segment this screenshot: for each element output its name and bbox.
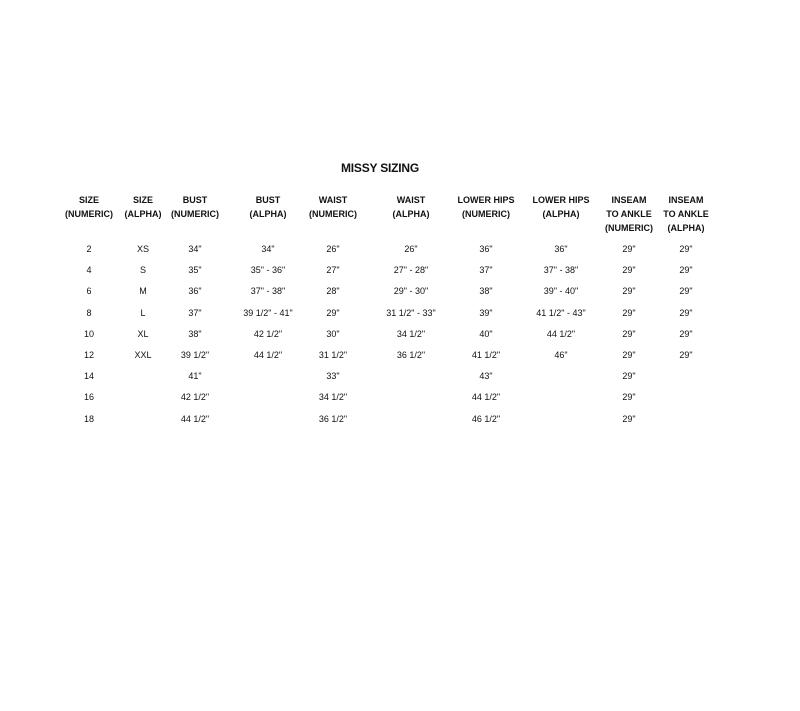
table-cell-waist-alpha: 31 1/2" - 33" <box>386 307 436 318</box>
table-cell-size-numeric: 16 <box>83 392 95 403</box>
table-cell-inseam-numeric: 29" <box>622 350 636 360</box>
table-cell-size-alpha: XL <box>137 328 149 339</box>
table-row <box>0 391 800 407</box>
table-cell-lower-hips-numeric: 36" <box>479 244 493 254</box>
table-cell-lower-hips-alpha: 39" - 40" <box>543 286 579 297</box>
table-cell-bust-numeric: 41" <box>188 371 202 382</box>
table-cell-lower-hips-numeric: 46 1/2" <box>471 413 501 424</box>
page-title: MISSY SIZING <box>340 161 420 175</box>
table-cell-waist-numeric: 34 1/2" <box>318 392 348 403</box>
table-cell-bust-alpha: 34" <box>261 244 275 254</box>
table-cell-bust-numeric: 35" <box>188 265 202 276</box>
table-cell-bust-numeric: 34" <box>188 244 202 254</box>
table-cell-bust-numeric: 44 1/2" <box>180 413 210 424</box>
table-cell-lower-hips-numeric: 39" <box>479 307 493 318</box>
table-row <box>0 370 800 386</box>
table-cell-waist-numeric: 33" <box>326 371 340 382</box>
table-cell-waist-numeric: 31 1/2" <box>318 350 348 360</box>
table-cell-size-numeric: 2 <box>86 244 92 254</box>
table-cell-inseam-numeric: 29" <box>622 307 636 318</box>
table-row <box>0 413 800 429</box>
table-cell-size-numeric: 14 <box>83 371 95 382</box>
table-row <box>0 349 800 365</box>
table-cell-bust-alpha: 35" - 36" <box>250 265 286 276</box>
table-cell-inseam-alpha: 29" <box>679 328 693 339</box>
column-header-inseam-numeric: INSEAM TO ANKLE (NUMERIC) <box>605 195 653 233</box>
table-cell-inseam-alpha: 29" <box>679 244 693 254</box>
table-cell-waist-alpha: 29" - 30" <box>393 286 429 297</box>
table-cell-lower-hips-numeric: 40" <box>479 328 493 339</box>
table-cell-inseam-alpha: 29" <box>679 350 693 360</box>
table-cell-bust-alpha: 39 1/2" - 41" <box>243 307 293 318</box>
column-header-bust-alpha: BUST (ALPHA) <box>249 195 287 219</box>
table-cell-inseam-numeric: 29" <box>622 371 636 382</box>
table-cell-waist-numeric: 30" <box>326 328 340 339</box>
table-cell-lower-hips-numeric: 44 1/2" <box>471 392 501 403</box>
table-cell-size-alpha: M <box>139 286 147 297</box>
table-cell-lower-hips-alpha: 36" <box>554 244 568 254</box>
table-cell-size-numeric: 10 <box>83 328 95 339</box>
table-cell-size-numeric: 4 <box>86 265 92 276</box>
table-cell-bust-alpha: 44 1/2" <box>253 350 283 360</box>
table-cell-waist-numeric: 28" <box>326 286 340 297</box>
table-cell-size-numeric: 8 <box>86 307 92 318</box>
column-header-bust-numeric: BUST (NUMERIC) <box>171 195 219 219</box>
table-cell-inseam-numeric: 29" <box>622 286 636 297</box>
table-cell-waist-alpha: 34 1/2" <box>396 328 426 339</box>
table-cell-inseam-numeric: 29" <box>622 265 636 276</box>
table-cell-inseam-numeric: 29" <box>622 328 636 339</box>
table-cell-lower-hips-alpha: 41 1/2" - 43" <box>536 307 586 318</box>
table-cell-bust-numeric: 38" <box>188 328 202 339</box>
column-header-size-alpha: SIZE (ALPHA) <box>124 195 162 219</box>
table-cell-bust-numeric: 36" <box>188 286 202 297</box>
table-row <box>0 328 800 344</box>
table-cell-inseam-alpha: 29" <box>679 286 693 297</box>
table-cell-size-alpha: S <box>139 265 147 276</box>
table-cell-lower-hips-numeric: 41 1/2" <box>471 350 501 360</box>
column-header-size-numeric: SIZE (NUMERIC) <box>65 195 113 219</box>
table-cell-inseam-numeric: 29" <box>622 392 636 403</box>
table-cell-inseam-numeric: 29" <box>622 244 636 254</box>
table-row <box>0 243 800 259</box>
table-cell-inseam-alpha: 29" <box>679 307 693 318</box>
table-cell-inseam-numeric: 29" <box>622 413 636 424</box>
table-row <box>0 285 800 301</box>
table-cell-size-numeric: 6 <box>86 286 92 297</box>
table-cell-lower-hips-numeric: 43" <box>479 371 493 382</box>
table-cell-waist-alpha: 27" - 28" <box>393 265 429 276</box>
table-cell-lower-hips-alpha: 44 1/2" <box>546 328 576 339</box>
column-header-lower-hips-numeric: LOWER HIPS (NUMERIC) <box>457 195 515 219</box>
table-cell-size-numeric: 12 <box>83 350 95 360</box>
table-cell-lower-hips-alpha: 37" - 38" <box>543 265 579 276</box>
column-header-waist-alpha: WAIST (ALPHA) <box>392 195 430 219</box>
table-cell-bust-alpha: 42 1/2" <box>253 328 283 339</box>
table-cell-size-alpha: XXL <box>134 350 152 360</box>
table-cell-lower-hips-alpha: 46" <box>554 350 568 360</box>
table-cell-waist-alpha: 26" <box>404 244 418 254</box>
table-row <box>0 307 800 323</box>
table-cell-lower-hips-numeric: 38" <box>479 286 493 297</box>
table-cell-waist-numeric: 26" <box>326 244 340 254</box>
table-row <box>0 264 800 280</box>
table-cell-bust-numeric: 39 1/2" <box>180 350 210 360</box>
table-cell-size-alpha: L <box>140 307 146 318</box>
column-header-lower-hips-alpha: LOWER HIPS (ALPHA) <box>532 195 590 219</box>
table-cell-waist-numeric: 27" <box>326 265 340 276</box>
table-cell-bust-numeric: 42 1/2" <box>180 392 210 403</box>
table-cell-inseam-alpha: 29" <box>679 265 693 276</box>
table-cell-waist-alpha: 36 1/2" <box>396 350 426 360</box>
table-cell-lower-hips-numeric: 37" <box>479 265 493 276</box>
column-header-inseam-alpha: INSEAM TO ANKLE (ALPHA) <box>663 195 709 233</box>
table-cell-bust-alpha: 37" - 38" <box>250 286 286 297</box>
table-cell-waist-numeric: 29" <box>326 307 340 318</box>
table-cell-size-numeric: 18 <box>83 413 95 424</box>
table-cell-waist-numeric: 36 1/2" <box>318 413 348 424</box>
table-cell-size-alpha: XS <box>136 244 150 254</box>
table-cell-bust-numeric: 37" <box>188 307 202 318</box>
column-header-waist-numeric: WAIST (NUMERIC) <box>309 195 357 219</box>
